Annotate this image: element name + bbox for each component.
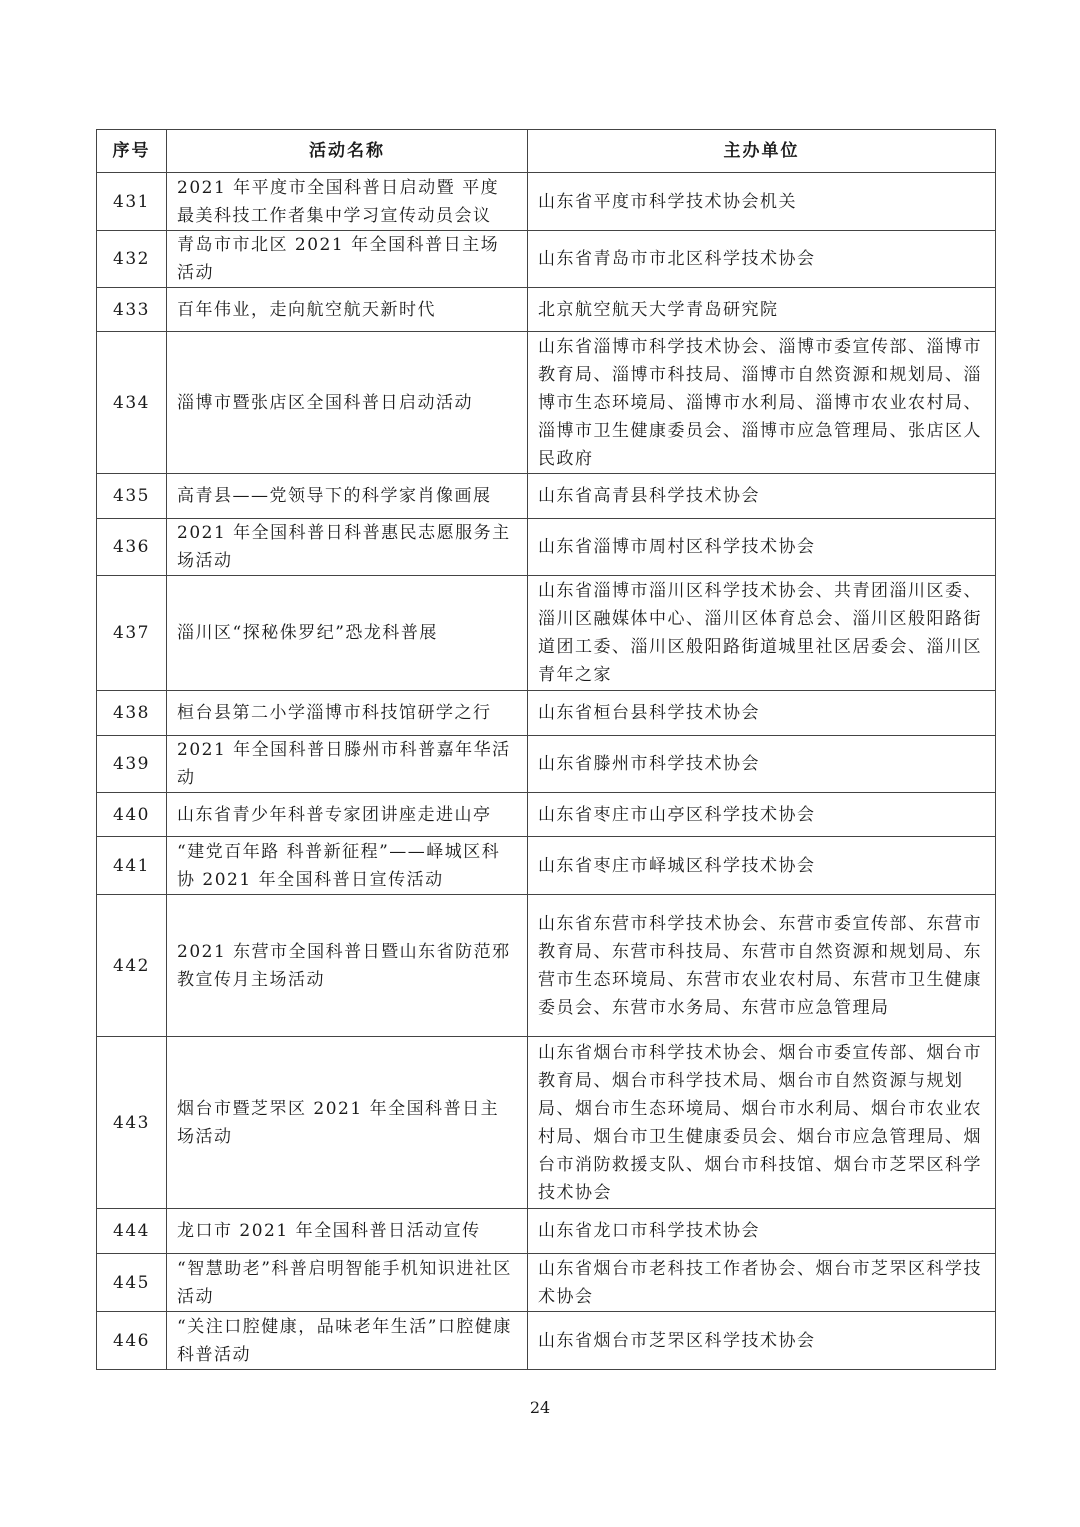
table-row [97, 691, 996, 736]
table-row [97, 793, 996, 837]
table-header-row [97, 130, 996, 173]
table-row [97, 231, 996, 288]
activity-name: 淄川区“探秘侏罗纪”恐龙科普展 [167, 576, 528, 691]
row-number: 446 [97, 1312, 167, 1370]
row-number: 439 [97, 736, 167, 793]
organizer: 山东省枣庄市峄城区科学技术协会 [528, 837, 996, 895]
organizer: 北京航空航天大学青岛研究院 [528, 288, 996, 332]
row-number: 444 [97, 1209, 167, 1254]
row-number: 432 [97, 231, 167, 288]
activity-name: 烟台市暨芝罘区 2021 年全国科普日主场活动 [167, 1037, 528, 1209]
row-number: 442 [97, 895, 167, 1037]
header-number: 序号 [97, 130, 167, 173]
activity-name: 高青县——党领导下的科学家肖像画展 [167, 474, 528, 519]
table-row [97, 1254, 996, 1312]
organizer: 山东省烟台市老科技工作者协会、烟台市芝罘区科学技术协会 [528, 1254, 996, 1312]
table-row [97, 1312, 996, 1370]
table-row [97, 474, 996, 519]
activity-name: 桓台县第二小学淄博市科技馆研学之行 [167, 691, 528, 736]
row-number: 434 [97, 332, 167, 474]
activity-name: 山东省青少年科普专家团讲座走进山亭 [167, 793, 528, 837]
organizer: 山东省平度市科学技术协会机关 [528, 173, 996, 231]
table-row [97, 288, 996, 332]
row-number: 438 [97, 691, 167, 736]
activity-name: 2021 年平度市全国科普日启动暨 平度最美科技工作者集中学习宣传动员会议 [167, 173, 528, 231]
table-row [97, 332, 996, 474]
row-number: 441 [97, 837, 167, 895]
organizer: 山东省东营市科学技术协会、东营市委宣传部、东营市教育局、东营市科技局、东营市自然资源和规划局、东营市生态环境局、东营市农业农村局、东营市卫生健康委员会、东营市水务局、东营市应急管理局 [528, 895, 996, 1037]
organizer: 山东省烟台市科学技术协会、烟台市委宣传部、烟台市教育局、烟台市科学技术局、烟台市自然资源与规划局、烟台市生态环境局、烟台市水利局、烟台市农业农村局、烟台市卫生健康委员会、烟台市应急管理局、烟台市消防救援支队、烟台市科技馆、烟台市芝罘区科学技术协会 [528, 1037, 996, 1209]
activity-name: 2021 年全国科普日滕州市科普嘉年华活动 [167, 736, 528, 793]
row-number: 433 [97, 288, 167, 332]
activity-table [96, 129, 996, 1370]
organizer: 山东省高青县科学技术协会 [528, 474, 996, 519]
activity-name: 青岛市市北区 2021 年全国科普日主场活动 [167, 231, 528, 288]
page-number: 24 [529, 1398, 551, 1417]
activity-name: 龙口市 2021 年全国科普日活动宣传 [167, 1209, 528, 1254]
table-row [97, 895, 996, 1037]
row-number: 440 [97, 793, 167, 837]
table-row [97, 1209, 996, 1254]
table-row [97, 736, 996, 793]
activity-name: “智慧助老”科普启明智能手机知识进社区活动 [167, 1254, 528, 1312]
table-row [97, 173, 996, 231]
activity-name: 淄博市暨张店区全国科普日启动活动 [167, 332, 528, 474]
activity-name: 2021 东营市全国科普日暨山东省防范邪教宣传月主场活动 [167, 895, 528, 1037]
organizer: 山东省枣庄市山亭区科学技术协会 [528, 793, 996, 837]
header-activity: 活动名称 [167, 130, 528, 173]
organizer: 山东省烟台市芝罘区科学技术协会 [528, 1312, 996, 1370]
row-number: 435 [97, 474, 167, 519]
row-number: 445 [97, 1254, 167, 1312]
activity-name: 2021 年全国科普日科普惠民志愿服务主场活动 [167, 519, 528, 576]
organizer: 山东省淄博市淄川区科学技术协会、共青团淄川区委、淄川区融媒体中心、淄川区体育总会、淄川区般阳路街道团工委、淄川区般阳路街道城里社区居委会、淄川区青年之家 [528, 576, 996, 691]
activity-name: “建党百年路 科普新征程”——峄城区科协 2021 年全国科普日宣传活动 [167, 837, 528, 895]
table-row [97, 1037, 996, 1209]
organizer: 山东省滕州市科学技术协会 [528, 736, 996, 793]
header-organizer: 主办单位 [528, 130, 996, 173]
organizer: 山东省淄博市科学技术协会、淄博市委宣传部、淄博市教育局、淄博市科技局、淄博市自然资源和规划局、淄博市生态环境局、淄博市水利局、淄博市农业农村局、淄博市卫生健康委员会、淄博市应急管理局、张店区人民政府 [528, 332, 996, 474]
table-row [97, 576, 996, 691]
organizer: 山东省龙口市科学技术协会 [528, 1209, 996, 1254]
organizer: 山东省淄博市周村区科学技术协会 [528, 519, 996, 576]
table-row [97, 837, 996, 895]
row-number: 436 [97, 519, 167, 576]
row-number: 437 [97, 576, 167, 691]
organizer: 山东省桓台县科学技术协会 [528, 691, 996, 736]
row-number: 431 [97, 173, 167, 231]
activity-name: “关注口腔健康，品味老年生活”口腔健康科普活动 [167, 1312, 528, 1370]
activity-name: 百年伟业，走向航空航天新时代 [167, 288, 528, 332]
organizer: 山东省青岛市市北区科学技术协会 [528, 231, 996, 288]
row-number: 443 [97, 1037, 167, 1209]
table-row [97, 519, 996, 576]
